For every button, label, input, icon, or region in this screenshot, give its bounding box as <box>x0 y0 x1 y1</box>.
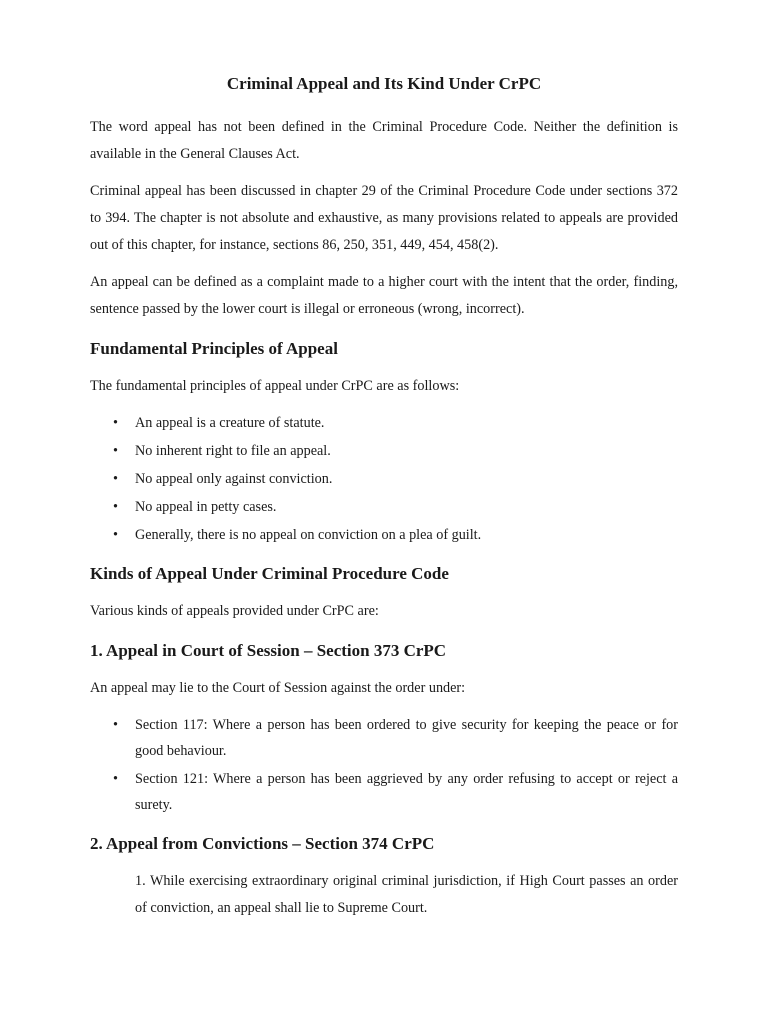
list-item-text: No inherent right to file an appeal. <box>135 443 331 459</box>
intro-paragraph-1: The word appeal has not been defined in the Criminal Procedure Code. Neither the definition is available in the General Clauses Act. <box>90 119 678 162</box>
list-item <box>113 466 678 492</box>
list-item-text: Section 117: Where a person has been ordered to give security for keeping the peace or for good behaviour. <box>135 717 678 759</box>
bullet-icon: • <box>113 527 118 543</box>
section-373-lead: An appeal may lie to the Court of Session against the order under: <box>90 680 466 696</box>
section-373-heading: 1. Appeal in Court of Session – Section 373 CrPC <box>90 641 447 660</box>
list-item <box>113 766 678 818</box>
kinds-lead: Various kinds of appeals provided under CrPC are: <box>90 603 379 619</box>
list-item-text: No appeal in petty cases. <box>135 499 277 515</box>
list-item <box>113 522 678 548</box>
list-item <box>113 410 678 436</box>
principles-list <box>90 410 678 548</box>
list-item <box>113 494 678 520</box>
bullet-icon: • <box>113 471 118 487</box>
list-item-text: Section 121: Where a person has been aggrieved by any order refusing to accept or reject a surety. <box>135 771 678 813</box>
section-374-heading: 2. Appeal from Convictions – Section 374 CrPC <box>90 834 435 853</box>
bullet-icon: • <box>113 499 118 515</box>
list-item-text: An appeal is a creature of statute. <box>135 415 325 431</box>
section-373-list <box>90 712 678 818</box>
intro-paragraph-2: Criminal appeal has been discussed in chapter 29 of the Criminal Procedure Code under sections 372 to 394. The chapter is not absolute and exhaustive, as many provisions related to appeals are provided out of this chapter, for instance, sections 86, 250, 351, 449, 454, 458(2). <box>90 183 678 253</box>
bullet-icon: • <box>113 443 118 459</box>
list-item-text: Generally, there is no appeal on conviction on a plea of guilt. <box>135 527 482 543</box>
document-title: Criminal Appeal and Its Kind Under CrPC <box>226 74 542 93</box>
list-item <box>113 438 678 464</box>
section-374-point-1: 1. While exercising extraordinary original criminal jurisdiction, if High Court passes an order of conviction, an appeal shall lie to Supreme Court. <box>135 873 678 916</box>
kinds-heading: Kinds of Appeal Under Criminal Procedure Code <box>90 564 449 583</box>
list-item <box>113 712 678 764</box>
list-item-text: No appeal only against conviction. <box>135 471 333 487</box>
bullet-icon: • <box>113 415 118 431</box>
principles-heading: Fundamental Principles of Appeal <box>90 339 338 358</box>
bullet-icon: • <box>113 717 118 733</box>
intro-paragraph-3: An appeal can be defined as a complaint made to a higher court with the intent that the order, finding, sentence passed by the lower court is illegal or erroneous (wrong, incorrect). <box>90 274 678 317</box>
principles-lead: The fundamental principles of appeal under CrPC are as follows: <box>90 378 460 394</box>
bullet-icon: • <box>113 771 118 787</box>
document-page <box>90 72 678 922</box>
